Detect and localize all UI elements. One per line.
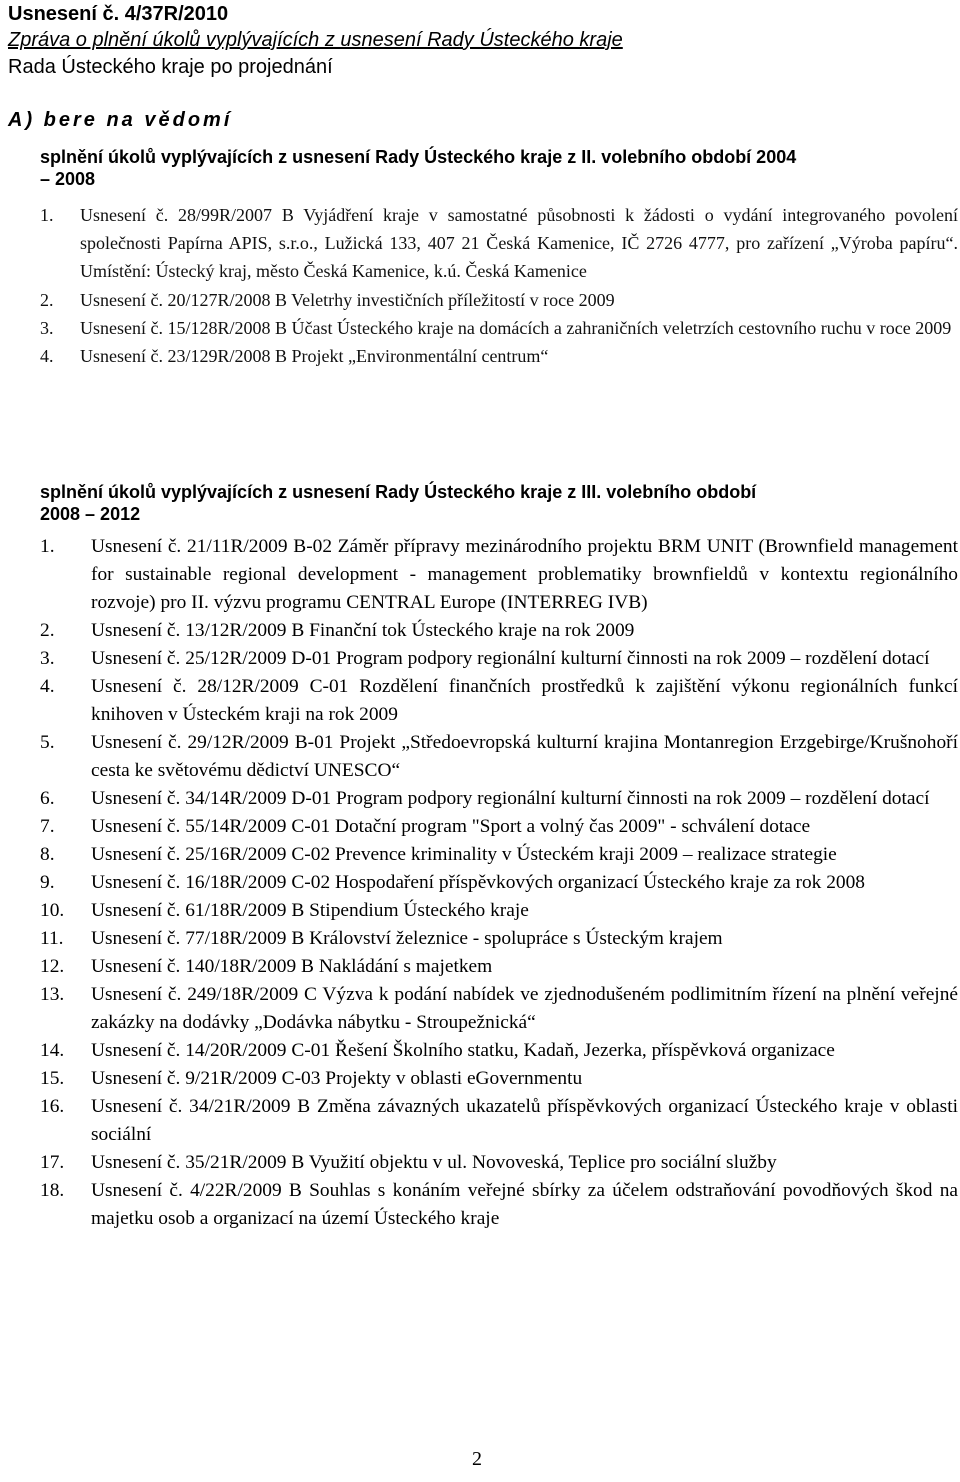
list-item-number: 2. [40,289,54,310]
list-item-text: Usnesení č. 13/12R/2009 B Finanční tok Ústeckého kraje na rok 2009 [91,620,635,641]
list-item-number: 5. [40,732,55,753]
list-item-number: 4. [40,346,54,367]
list-item-number: 3. [40,317,54,338]
list-item-number: 2. [40,620,55,641]
list-item-number: 1. [40,205,54,225]
list-item-number: 8. [40,844,55,865]
list-item [40,201,958,286]
list-item-number: 15. [40,1068,65,1089]
list-item [40,869,958,897]
list-item [40,1065,958,1093]
part2-heading-line2: 2008 – 2012 [40,504,141,524]
list-item-text: Usnesení č. 28/99R/2007 B Vyjádření kraje v samostatné působnosti k žádosti o vydání integrovaného povolení společnosti Papírna APIS, s.r.o., Lužická 133, 407 21 Česká Kamenice, IČ 2726 4777, pro zařízení „Výroba papíru“. Umístění: Ústecký kraj, město Česká Kamenice, k.ú. Česká Kamenice [80,205,958,282]
list-item [40,953,958,981]
list-item [40,925,958,953]
list-item [40,533,958,617]
list-item-text: Usnesení č. 20/127R/2008 B Veletrhy investičních příležitostí v roce 2009 [80,289,615,310]
list-item-number: 1. [40,536,55,557]
list-item [40,1177,958,1233]
list-item-text: Usnesení č. 15/128R/2008 B Účast Ústeckého kraje na domácích a zahraničních veletrzích cestovního ruchu v roce 2009 [80,317,952,338]
list-item-number: 6. [40,788,55,809]
list-item-number: 3. [40,648,55,669]
report-subtitle: Zpráva o plnění úkolů vyplývajících z usnesení Rady Ústeckého kraje [8,29,623,51]
list-item-number: 11. [40,928,64,949]
list-item-text: Usnesení č. 28/12R/2009 C-01 Rozdělení finančních prostředků k zajištění výkonu regionálních funkcí knihoven v Ústeckém kraji na rok 2009 [91,676,958,725]
list-item-text: Usnesení č. 34/14R/2009 D-01 Program podpory regionální kulturní činnosti na rok 2009 – rozdělení dotací [91,788,930,809]
list-item-text: Usnesení č. 21/11R/2009 B-02 Záměr přípravy mezinárodního projektu BRM UNIT (Brownfield management for sustainable regional development - management problematiky brownfieldů v kontextu regionálního rozvoje) pro II. výzvu programu CENTRAL Europe (INTERREG IVB) [91,536,958,613]
list-item-text: Usnesení č. 77/18R/2009 B Království železnice - spolupráce s Ústeckým krajem [91,928,723,949]
part1-heading [40,146,950,190]
part1-resolution-list [40,201,958,370]
list-item [40,897,958,925]
list-item [40,314,958,342]
list-item [40,342,958,370]
list-item-number: 17. [40,1152,65,1173]
list-item-text: Usnesení č. 249/18R/2009 C Výzva k podání nabídek ve zjednodušeném podlimitním řízení na plnění veřejné zakázky na dodávky „Dodávka nábytku - Stroupežnická“ [91,984,958,1033]
list-item [40,981,958,1037]
list-item [40,841,958,869]
council-intro: Rada Ústeckého kraje po projednání [8,56,333,78]
list-item-number: 18. [40,1180,65,1201]
list-item-number: 9. [40,872,55,893]
list-item [40,617,958,645]
list-item-text: Usnesení č. 29/12R/2009 B-01 Projekt „Středoevropská kulturní krajina Montanregion Erzgebirge/Krušnohoří cesta ke světovému dědictví UNESCO“ [91,732,958,781]
list-item-text: Usnesení č. 4/22R/2009 B Souhlas s konáním veřejné sbírky za účelem odstraňování povodňových škod na majetku osob a organizací na území Ústeckého kraje [91,1180,958,1229]
list-item-number: 14. [40,1040,65,1061]
page-number: 2 [472,1448,482,1470]
list-item-text: Usnesení č. 9/21R/2009 C-03 Projekty v oblasti eGovernmentu [91,1068,583,1089]
part2-heading [40,481,960,525]
list-item-text: Usnesení č. 25/12R/2009 D-01 Program podpory regionální kulturní činnosti na rok 2009 – rozdělení dotací [91,648,930,669]
part1-heading-line2: – 2008 [40,169,96,189]
list-item-number: 13. [40,984,65,1005]
list-item-number: 12. [40,956,65,977]
list-item-text: Usnesení č. 140/18R/2009 B Nakládání s majetkem [91,956,493,977]
list-item-number: 4. [40,676,55,697]
list-item-text: Usnesení č. 35/21R/2009 B Využití objektu v ul. Novoveská, Teplice pro sociální služby [91,1152,777,1173]
list-item-text: Usnesení č. 16/18R/2009 C-02 Hospodaření příspěvkových organizací Ústeckého kraje za rok 2008 [91,872,865,893]
list-item-text: Usnesení č. 55/14R/2009 C-01 Dotační program "Sport a volný čas 2009" - schválení dotace [91,816,811,837]
list-item-text: Usnesení č. 14/20R/2009 C-01 Řešení Školního statku, Kadaň, Jezerka, příspěvková organizace [91,1040,835,1061]
list-item [40,785,958,813]
part1-heading-line1: splnění úkolů vyplývajících z usnesení Rady Ústeckého kraje z II. volebního období 2004 [40,147,797,167]
list-item-text: Usnesení č. 34/21R/2009 B Změna závazných ukazatelů příspěvkových organizací Ústeckého kraje v oblasti sociální [91,1096,958,1145]
list-item-text: Usnesení č. 61/18R/2009 B Stipendium Ústeckého kraje [91,900,529,921]
list-item [40,1149,958,1177]
list-item [40,645,958,673]
resolution-title: Usnesení č. 4/37R/2010 [8,3,229,25]
list-item [40,286,958,314]
list-item-number: 16. [40,1096,65,1117]
list-item-text: Usnesení č. 23/129R/2008 B Projekt „Environmentální centrum“ [80,346,549,367]
list-item [40,1093,958,1149]
list-item [40,673,958,729]
section-a-label: A) bere na vědomí [8,109,233,131]
list-item-text: Usnesení č. 25/16R/2009 C-02 Prevence kriminality v Ústeckém kraji 2009 – realizace strategie [91,844,837,865]
list-item-number: 10. [40,900,65,921]
part2-heading-line1: splnění úkolů vyplývajících z usnesení Rady Ústeckého kraje z III. volebního období [40,482,757,502]
part2-resolution-list [40,533,958,1233]
list-item [40,1037,958,1065]
list-item [40,813,958,841]
list-item [40,729,958,785]
list-item-number: 7. [40,816,55,837]
